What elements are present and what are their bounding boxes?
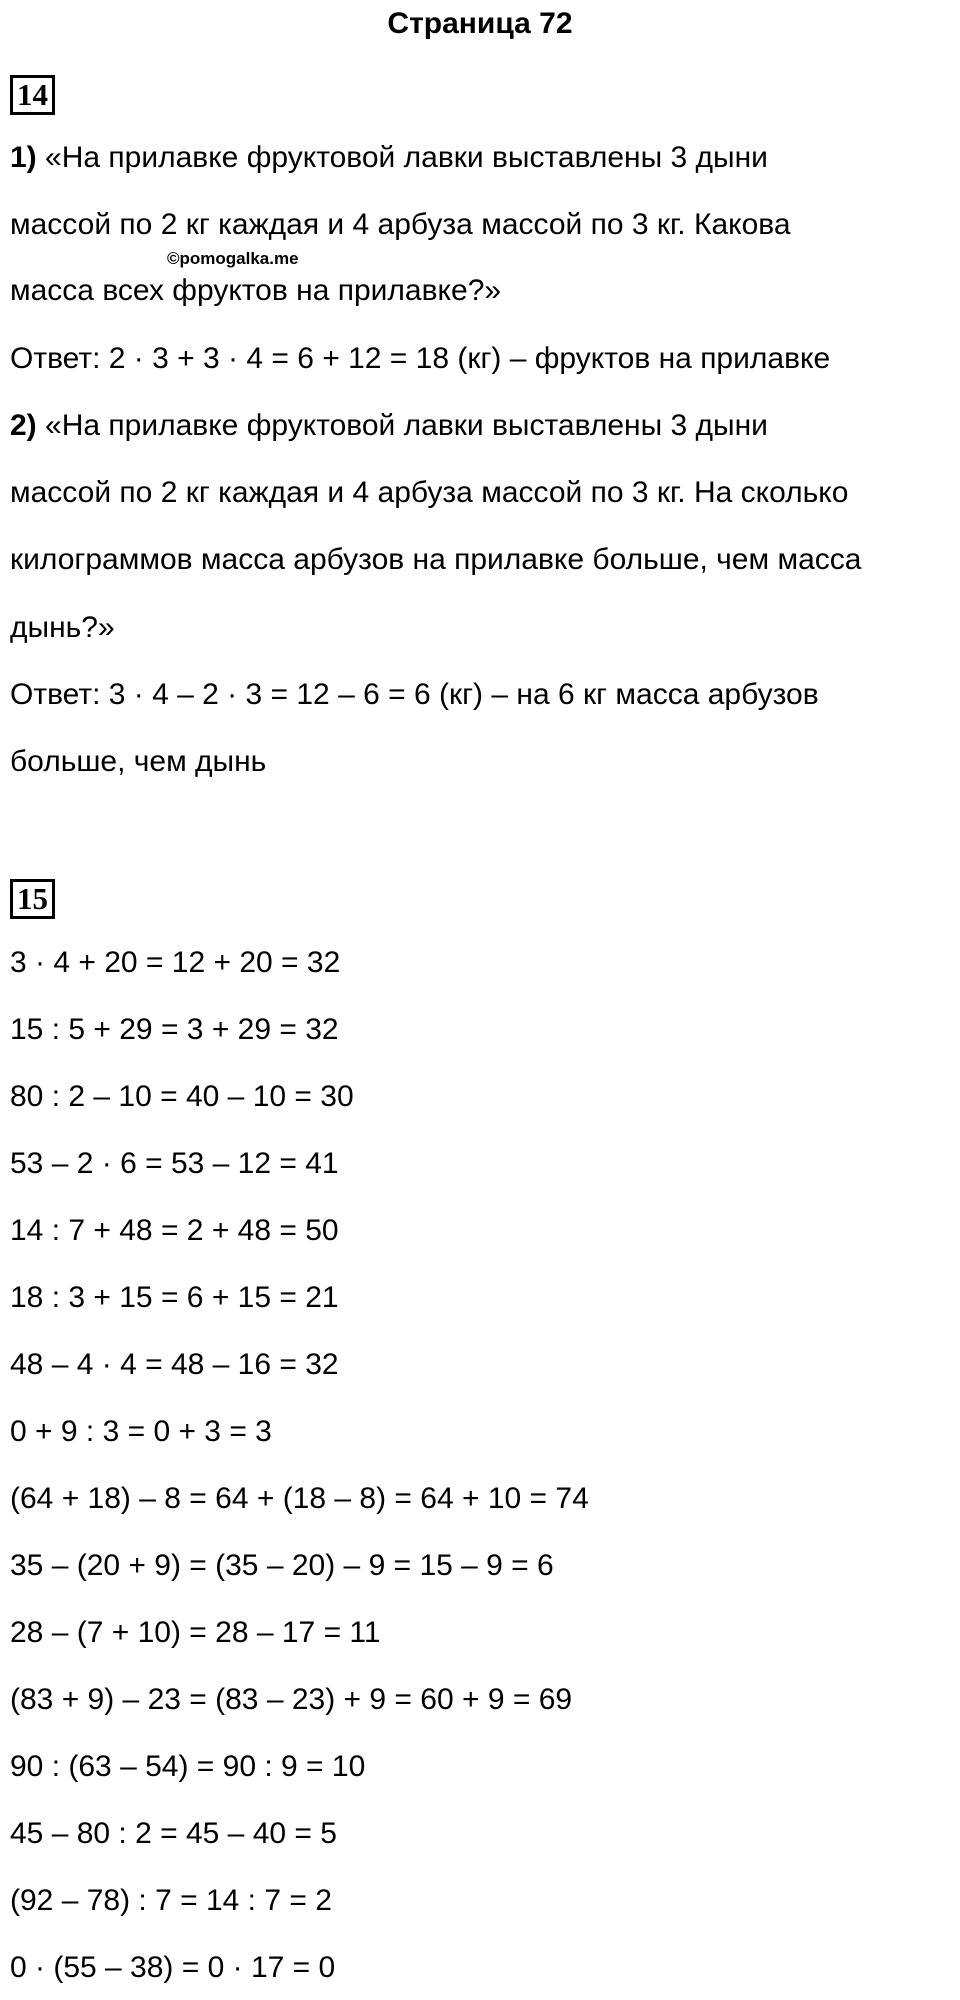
task15-line: 3 · 4 + 20 = 12 + 20 = 32 [10, 946, 341, 979]
task14-part2-line-3: килограммов масса арбузов на прилавке больше, чем масса [10, 543, 862, 576]
task15-line: 0 + 9 : 3 = 0 + 3 = 3 [10, 1415, 272, 1448]
task14-part1-answer: Ответ: 2 · 3 + 3 · 4 = 6 + 12 = 18 (кг) – фруктов на прилавке [10, 342, 831, 375]
task15-line: 28 – (7 + 10) = 28 – 17 = 11 [10, 1616, 381, 1649]
task14-part1-line-1 [10, 138, 768, 178]
task14-part2-line-4: дынь?» [10, 611, 115, 644]
task14-part2-answer-1: Ответ: 3 · 4 – 2 · 3 = 12 – 6 = 6 (кг) – на 6 кг масса арбузов [10, 678, 819, 711]
page-title: Страница 72 [387, 7, 573, 40]
task14-part2-text: «На прилавке фруктовой лавки выставлены 3 дыни [45, 409, 768, 442]
task15-line: (64 + 18) – 8 = 64 + (18 – 8) = 64 + 10 = 74 [10, 1482, 589, 1515]
task-number-14: 14 [10, 75, 55, 115]
task14-part1-marker: 1) [10, 141, 37, 174]
task15-line: 80 : 2 – 10 = 40 – 10 = 30 [10, 1080, 354, 1113]
task14-part2-line-2: массой по 2 кг каждая и 4 арбуза массой по 3 кг. На сколько [10, 476, 849, 509]
task15-line: 90 : (63 – 54) = 90 : 9 = 10 [10, 1750, 366, 1783]
watermark: ©pomogalka.me [167, 249, 299, 268]
task15-line: 45 – 80 : 2 = 45 – 40 = 5 [10, 1817, 337, 1850]
task14-part2-line-1 [10, 406, 768, 446]
task15-line: 14 : 7 + 48 = 2 + 48 = 50 [10, 1214, 339, 1247]
task14-part2-answer-2: больше, чем дынь [10, 745, 267, 778]
task15-line: 53 – 2 · 6 = 53 – 12 = 41 [10, 1147, 339, 1180]
task14-part1-line-2: массой по 2 кг каждая и 4 арбуза массой по 3 кг. Какова [10, 208, 791, 241]
task15-line: 18 : 3 + 15 = 6 + 15 = 21 [10, 1281, 339, 1314]
task-number-15: 15 [10, 879, 55, 919]
task14-part1-line-3: масса всех фруктов на прилавке?» [10, 274, 502, 307]
task15-line: (92 – 78) : 7 = 14 : 7 = 2 [10, 1884, 332, 1917]
task15-line: 48 – 4 · 4 = 48 – 16 = 32 [10, 1348, 339, 1381]
task14-part2-marker: 2) [10, 409, 37, 442]
task14-part1-text: «На прилавке фруктовой лавки выставлены 3 дыни [45, 141, 768, 174]
task15-line: 15 : 5 + 29 = 3 + 29 = 32 [10, 1013, 339, 1046]
task15-line: (83 + 9) – 23 = (83 – 23) + 9 = 60 + 9 = 69 [10, 1683, 573, 1716]
task15-line: 0 · (55 – 38) = 0 · 17 = 0 [10, 1951, 336, 1984]
task15-line: 35 – (20 + 9) = (35 – 20) – 9 = 15 – 9 = 6 [10, 1549, 554, 1582]
